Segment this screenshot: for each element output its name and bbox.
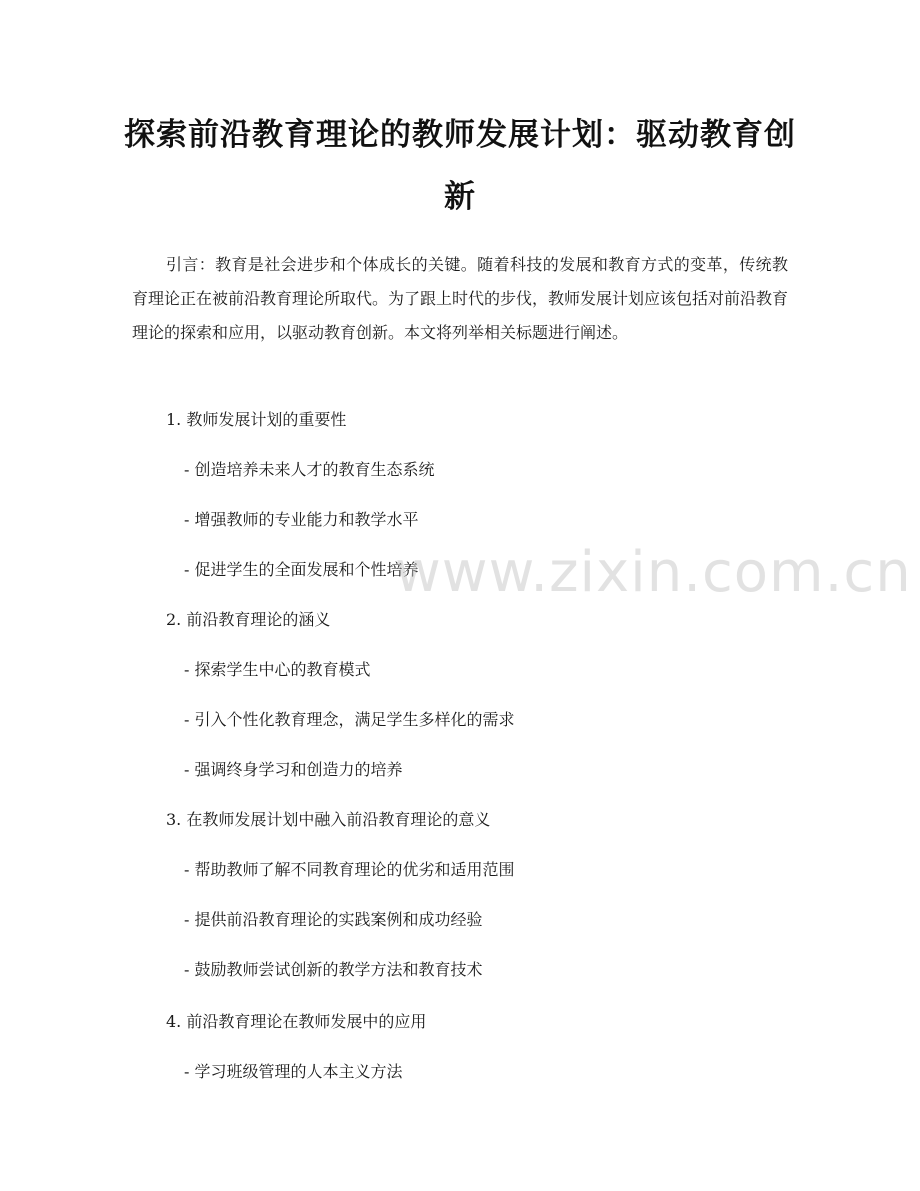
list-item: - 增强教师的专业能力和教学水平 bbox=[184, 510, 419, 529]
section-heading: 4. 前沿教育理论在教师发展中的应用 bbox=[166, 1012, 427, 1031]
list-item: - 提供前沿教育理论的实践案例和成功经验 bbox=[184, 910, 483, 929]
list-item: - 探索学生中心的教育模式 bbox=[184, 660, 371, 679]
document-title: 探索前沿教育理论的教师发展计划：驱动教育创新 bbox=[124, 117, 796, 215]
list-item: - 强调终身学习和创造力的培养 bbox=[184, 760, 403, 779]
list-item: - 创造培养未来人才的教育生态系统 bbox=[184, 460, 435, 479]
intro-paragraph: 引言：教育是社会进步和个体成长的关键。随着科技的发展和教育方式的变革，传统教育理论正在被前沿教育理论所取代。为了跟上时代的步伐，教师发展计划应该包括对前沿教育理论的探索和应用，以驱动教育创新。本文将列举相关标题进行阐述。 bbox=[132, 255, 789, 342]
list-item: - 帮助教师了解不同教育理论的优劣和适用范围 bbox=[184, 860, 515, 879]
list-item: - 鼓励教师尝试创新的教学方法和教育技术 bbox=[184, 960, 483, 979]
section-heading: 2. 前沿教育理论的涵义 bbox=[166, 610, 331, 629]
list-item: - 促进学生的全面发展和个性培养 bbox=[184, 560, 419, 579]
section-heading: 3. 在教师发展计划中融入前沿教育理论的意义 bbox=[166, 810, 491, 829]
list-item: - 学习班级管理的人本主义方法 bbox=[184, 1062, 403, 1081]
section-heading: 1. 教师发展计划的重要性 bbox=[166, 410, 347, 429]
list-item: - 引入个性化教育理念，满足学生多样化的需求 bbox=[184, 710, 515, 729]
watermark-text: www.zixin.com.cn bbox=[395, 540, 912, 605]
